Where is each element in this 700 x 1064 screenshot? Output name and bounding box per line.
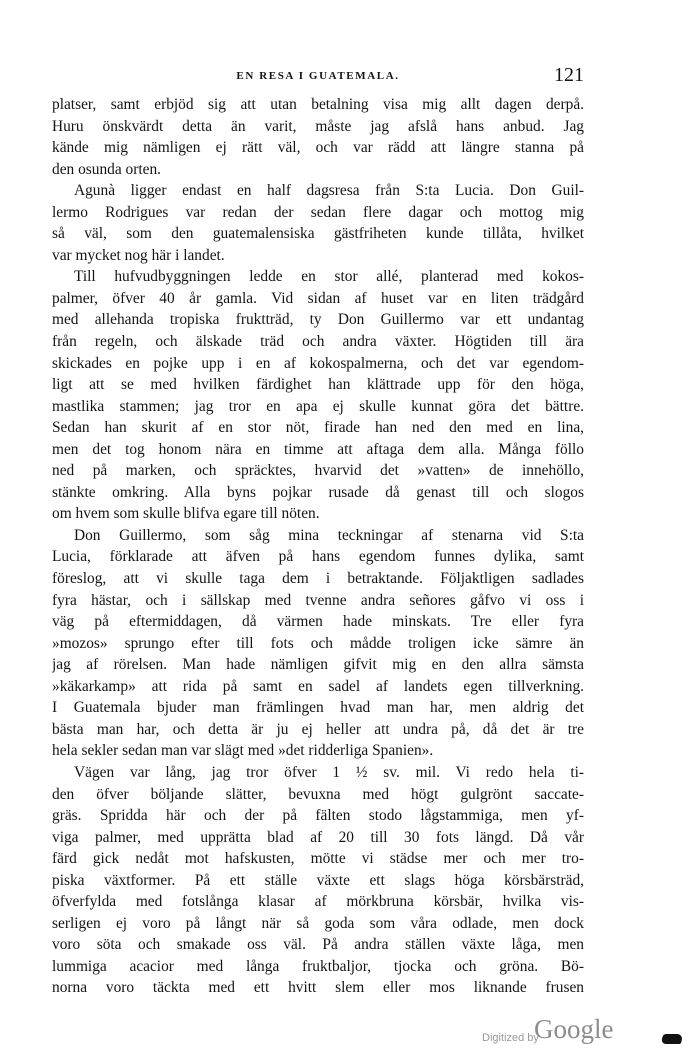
- text-line: »käkarkamp» att rida på samt en sadel af landets egen tillverkning.: [52, 677, 584, 695]
- text-line: hela sekler sedan man var slägt med »det ridderliga Spanien».: [52, 742, 434, 760]
- page-header: [52, 66, 584, 88]
- watermark-prefix: Digitized by: [482, 1032, 539, 1044]
- text-line: men det tog honom nära en timme att aftaga dem alla. Många föllo: [52, 440, 584, 458]
- text-line: kände mig nämligen ej rätt väl, och var rädd att längre stanna på: [52, 139, 584, 157]
- text-line: palmer, öfver 40 år gamla. Vid sidan af huset var en liten trädgård: [52, 289, 584, 307]
- text-line: Vägen var lång, jag tror öfver 1 ½ sv. mil. Vi redo hela ti-: [74, 763, 584, 781]
- scan-artifact-mark: [661, 1034, 683, 1044]
- text-line: gräs. Spridda här och der på fälten stodo lågstammiga, men yf-: [52, 807, 584, 825]
- text-line: I Guatemala bjuder man främlingen hvad man har, men aldrig det: [52, 699, 584, 717]
- text-line: så väl, som den guatemalensiska gästfriheten kunde tillåta, hvilket: [52, 225, 584, 243]
- text-line: med allehanda tropiska fruktträd, ty Don Guillermo var ett undantag: [52, 311, 584, 329]
- text-line: mastlika stammen; jag tror en apa ej skulle kunnat göra det bättre.: [52, 397, 584, 415]
- text-line: bästa man har, och detta är ju ej heller att undra på, då det är tre: [52, 720, 584, 738]
- text-line: ned på marken, och spräcktes, hvarvid det »vatten» de innehöllo,: [52, 462, 584, 480]
- text-line: var mycket nog här i landet.: [52, 246, 225, 264]
- text-line: ligt att se med hvilken färdighet han klättrade upp för den höga,: [52, 376, 584, 394]
- text-line: Lucia, förklarade att äfven på hans egendom funnes dylika, samt: [52, 548, 584, 566]
- text-line: Don Guillermo, som såg mina teckningar af stenarna vid S:ta: [74, 526, 584, 544]
- text-line: piska växtformer. På ett ställe växte ett slags höga körsbärsträd,: [52, 871, 584, 889]
- text-line: öfverfylda med fotslånga klasar af mörkbruna körsbär, hvilka vis-: [52, 893, 584, 911]
- text-line: »mozos» sprungo efter till fots och mådde troligen icke sämre än: [52, 634, 584, 652]
- text-line: fyra hästar, och i sällskap med tvenne andra señores gåfvo vi oss i: [52, 591, 584, 609]
- text-line: jag af rörelsen. Man hade nämligen gifvit mig en den allra sämsta: [52, 656, 584, 674]
- text-line: platser, samt erbjöd sig att utan betalning visa mig allt dagen derpå.: [52, 96, 584, 113]
- text-line: viga palmer, med upprätta blad af 20 till 30 fots längd. Då vår: [52, 828, 584, 846]
- running-title: EN RESA I GUATEMALA.: [236, 70, 400, 82]
- text-line: voro söta och smakade oss väl. På andra ställen växte låga, men: [52, 936, 584, 954]
- text-line: den osunda orten.: [52, 160, 161, 178]
- text-line: den öfver böljande slätter, bevuxna med högt gulgrönt saccate-: [52, 785, 584, 803]
- text-line: Agunà ligger endast en half dagsresa från S:ta Lucia. Don Guil-: [74, 182, 584, 200]
- body-text: [52, 94, 584, 999]
- text-line: Till hufvudbyggningen ledde en stor allé, planterad med kokos-: [74, 268, 584, 286]
- text-line: Huru önskvärdt detta än varit, måste jag afslå hans anbud. Jag: [52, 117, 584, 135]
- page-number: 121: [554, 64, 584, 86]
- text-line: stänkte omkring. Alla byns pojkar rusade då genast till och slogos: [52, 483, 584, 501]
- text-line: från regeln, och älskade träd och andra växter. Högtiden till ära: [52, 333, 584, 351]
- text-line: norna voro täckta med ett hvitt slem eller mos liknande frusen: [52, 979, 584, 997]
- text-line: färd gick nedåt mot hafskusten, mötte vi städse mer och mer tro-: [52, 850, 584, 868]
- text-line: skickades en pojke upp i en af kokospalmerna, och det var egendom-: [52, 354, 584, 372]
- text-line: om hvem som skulle blifva egare till nöten.: [52, 505, 320, 523]
- google-logo: Google: [534, 1014, 614, 1044]
- digitized-watermark: [482, 1012, 622, 1052]
- text-line: Sedan han skurit af en stor nöt, firade han ned den med en lina,: [52, 419, 584, 437]
- text-line: lummiga acacior med långa fruktbaljor, tjocka och gröna. Bö-: [52, 957, 584, 975]
- text-line: serligen ej voro på långt när så goda som våra odlade, men dock: [52, 914, 584, 932]
- text-line: lermo Rodrigues var redan der sedan flere dagar och mottog mig: [52, 203, 584, 221]
- text-line: väg på eftermiddagen, då värmen hade minskats. Tre eller fyra: [52, 613, 584, 631]
- text-line: föreslog, att vi skulle taga dem i betraktande. Följaktligen sadlades: [52, 570, 584, 588]
